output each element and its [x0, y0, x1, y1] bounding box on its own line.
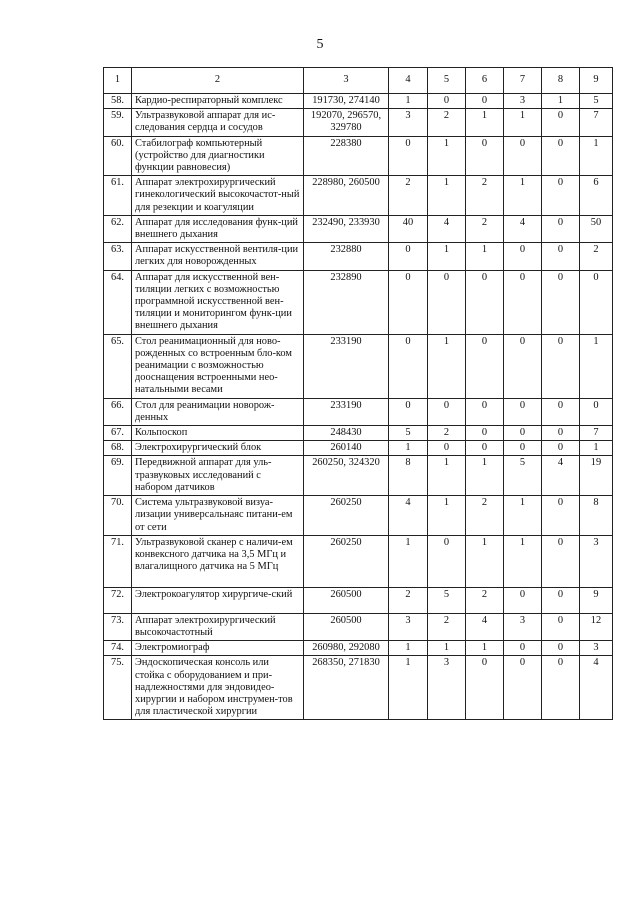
table-row — [104, 215, 613, 242]
equipment-name-cell: Кольпоскоп — [132, 426, 304, 441]
value-cell-col5: 1 — [428, 496, 466, 536]
value-cell-col9: 4 — [580, 656, 613, 720]
table-row — [104, 243, 613, 270]
value-cell-col5: 0 — [428, 398, 466, 425]
row-number-cell: 69. — [104, 456, 132, 496]
equipment-code-cell: 268350, 271830 — [304, 656, 389, 720]
table-row — [104, 136, 613, 176]
value-cell-col8: 1 — [542, 94, 580, 109]
value-cell-col5: 5 — [428, 587, 466, 613]
value-cell-col8: 0 — [542, 215, 580, 242]
header-cell-8: 8 — [542, 68, 580, 94]
value-cell-col7: 0 — [504, 334, 542, 398]
equipment-name-cell: Электрохирургический блок — [132, 441, 304, 456]
value-cell-col6: 0 — [466, 136, 504, 176]
value-cell-col8: 0 — [542, 656, 580, 720]
header-cell-9: 9 — [580, 68, 613, 94]
value-cell-col5: 0 — [428, 270, 466, 334]
value-cell-col4: 0 — [389, 398, 428, 425]
equipment-name-cell: Электрокоагулятор хирургиче-ский — [132, 587, 304, 613]
value-cell-col8: 0 — [542, 641, 580, 656]
value-cell-col8: 0 — [542, 334, 580, 398]
table-row — [104, 270, 613, 334]
equipment-name-cell: Стабилограф компьютерный (устройство для диагностики функции равновесия) — [132, 136, 304, 176]
value-cell-col4: 1 — [389, 94, 428, 109]
row-number-cell: 61. — [104, 176, 132, 216]
value-cell-col4: 1 — [389, 641, 428, 656]
table-row — [104, 441, 613, 456]
value-cell-col8: 0 — [542, 587, 580, 613]
equipment-name-cell: Аппарат для искусственной вен-тиляции легких с возможностью программной искусственной вен-тиляции и мониторингом функ-ции внешнего дыхания — [132, 270, 304, 334]
value-cell-col8: 0 — [542, 136, 580, 176]
equipment-name-cell: Аппарат искусственной вентиля-ции легких для новорожденных — [132, 243, 304, 270]
equipment-code-cell: 232880 — [304, 243, 389, 270]
value-cell-col7: 3 — [504, 94, 542, 109]
value-cell-col9: 0 — [580, 398, 613, 425]
row-number-cell: 70. — [104, 496, 132, 536]
value-cell-col9: 3 — [580, 641, 613, 656]
value-cell-col4: 1 — [389, 656, 428, 720]
value-cell-col9: 9 — [580, 587, 613, 613]
table-row — [104, 109, 613, 136]
row-number-cell: 59. — [104, 109, 132, 136]
equipment-name-cell: Ультразвуковой сканер с наличи-ем конвексного датчика на 3,5 МГц и влагалищного датчика на 5 МГц — [132, 535, 304, 587]
table-row — [104, 398, 613, 425]
value-cell-col5: 1 — [428, 136, 466, 176]
header-cell-1: 1 — [104, 68, 132, 94]
row-number-cell: 67. — [104, 426, 132, 441]
value-cell-col8: 0 — [542, 109, 580, 136]
equipment-name-cell: Стол для реанимации новорож-денных — [132, 398, 304, 425]
table-row — [104, 535, 613, 587]
value-cell-col5: 0 — [428, 535, 466, 587]
equipment-code-cell: 260250, 324320 — [304, 456, 389, 496]
equipment-code-cell: 260500 — [304, 587, 389, 613]
value-cell-col7: 0 — [504, 243, 542, 270]
equipment-code-cell: 232490, 233930 — [304, 215, 389, 242]
equipment-code-cell: 228980, 260500 — [304, 176, 389, 216]
row-number-cell: 71. — [104, 535, 132, 587]
row-number-cell: 72. — [104, 587, 132, 613]
value-cell-col5: 1 — [428, 456, 466, 496]
value-cell-col7: 0 — [504, 270, 542, 334]
value-cell-col6: 1 — [466, 109, 504, 136]
equipment-name-cell: Аппарат электрохирургический гинекологический высокочастот-ный для резекции и коагуляции — [132, 176, 304, 216]
header-cell-7: 7 — [504, 68, 542, 94]
value-cell-col7: 0 — [504, 641, 542, 656]
equipment-code-cell: 233190 — [304, 334, 389, 398]
value-cell-col8: 0 — [542, 243, 580, 270]
table-row — [104, 426, 613, 441]
value-cell-col9: 1 — [580, 441, 613, 456]
equipment-code-cell: 260980, 292080 — [304, 641, 389, 656]
table-row — [104, 587, 613, 613]
value-cell-col8: 0 — [542, 176, 580, 216]
value-cell-col8: 0 — [542, 441, 580, 456]
value-cell-col4: 3 — [389, 109, 428, 136]
value-cell-col9: 19 — [580, 456, 613, 496]
value-cell-col9: 2 — [580, 243, 613, 270]
value-cell-col7: 0 — [504, 136, 542, 176]
value-cell-col9: 6 — [580, 176, 613, 216]
value-cell-col5: 1 — [428, 641, 466, 656]
value-cell-col6: 0 — [466, 398, 504, 425]
header-cell-2: 2 — [132, 68, 304, 94]
equipment-name-cell: Аппарат электрохирургический высокочастотный — [132, 613, 304, 640]
value-cell-col9: 12 — [580, 613, 613, 640]
page-number: 5 — [316, 37, 324, 52]
equipment-name-cell: Электромиограф — [132, 641, 304, 656]
equipment-code-cell: 260250 — [304, 535, 389, 587]
equipment-name-cell: Эндоскопическая консоль или стойка с оборудованием и при-надлежностями для эндовидео-хирургии и набором инструмен-тов для пластической хирургии — [132, 656, 304, 720]
value-cell-col9: 1 — [580, 334, 613, 398]
row-number-cell: 68. — [104, 441, 132, 456]
value-cell-col7: 0 — [504, 441, 542, 456]
equipment-name-cell: Аппарат для исследования функ-ций внешнего дыхания — [132, 215, 304, 242]
equipment-name-cell: Стол реанимационный для ново-рожденных со встроенным бло-ком реанимации с возможностью дооснащения встроенными нео-натальными весами — [132, 334, 304, 398]
header-row — [104, 68, 613, 94]
value-cell-col6: 4 — [466, 613, 504, 640]
value-cell-col6: 2 — [466, 176, 504, 216]
equipment-name-cell: Ультразвуковой аппарат для ис-следования сердца и сосудов — [132, 109, 304, 136]
row-number-cell: 63. — [104, 243, 132, 270]
row-number-cell: 64. — [104, 270, 132, 334]
value-cell-col9: 7 — [580, 109, 613, 136]
value-cell-col5: 0 — [428, 441, 466, 456]
value-cell-col9: 1 — [580, 136, 613, 176]
value-cell-col7: 1 — [504, 176, 542, 216]
row-number-cell: 73. — [104, 613, 132, 640]
value-cell-col4: 40 — [389, 215, 428, 242]
row-number-cell: 60. — [104, 136, 132, 176]
value-cell-col6: 1 — [466, 243, 504, 270]
table-row — [104, 94, 613, 109]
value-cell-col4: 3 — [389, 613, 428, 640]
row-number-cell: 74. — [104, 641, 132, 656]
equipment-code-cell: 191730, 274140 — [304, 94, 389, 109]
value-cell-col4: 0 — [389, 243, 428, 270]
value-cell-col5: 4 — [428, 215, 466, 242]
row-number-cell: 62. — [104, 215, 132, 242]
value-cell-col7: 0 — [504, 426, 542, 441]
table-row — [104, 656, 613, 720]
equipment-code-cell: 232890 — [304, 270, 389, 334]
value-cell-col9: 3 — [580, 535, 613, 587]
table-row — [104, 496, 613, 536]
value-cell-col6: 2 — [466, 215, 504, 242]
value-cell-col5: 2 — [428, 426, 466, 441]
equipment-name-cell: Система ультразвуковой визуа-лизации универсальнаяс питани-ем от сети — [132, 496, 304, 536]
header-cell-4: 4 — [389, 68, 428, 94]
value-cell-col6: 0 — [466, 441, 504, 456]
value-cell-col5: 2 — [428, 613, 466, 640]
value-cell-col4: 8 — [389, 456, 428, 496]
value-cell-col9: 5 — [580, 94, 613, 109]
row-number-cell: 75. — [104, 656, 132, 720]
value-cell-col8: 0 — [542, 270, 580, 334]
value-cell-col9: 8 — [580, 496, 613, 536]
value-cell-col9: 7 — [580, 426, 613, 441]
equipment-name-cell: Кардио-респираторный комплекс — [132, 94, 304, 109]
table-row — [104, 613, 613, 640]
value-cell-col7: 0 — [504, 587, 542, 613]
value-cell-col5: 1 — [428, 243, 466, 270]
equipment-code-cell: 260140 — [304, 441, 389, 456]
value-cell-col7: 5 — [504, 456, 542, 496]
equipment-code-cell: 260500 — [304, 613, 389, 640]
value-cell-col5: 0 — [428, 94, 466, 109]
value-cell-col6: 1 — [466, 456, 504, 496]
value-cell-col5: 2 — [428, 109, 466, 136]
value-cell-col8: 0 — [542, 613, 580, 640]
value-cell-col7: 3 — [504, 613, 542, 640]
table-row — [104, 456, 613, 496]
value-cell-col6: 2 — [466, 496, 504, 536]
value-cell-col8: 4 — [542, 456, 580, 496]
value-cell-col6: 0 — [466, 334, 504, 398]
value-cell-col4: 2 — [389, 587, 428, 613]
equipment-code-cell: 192070, 296570, 329780 — [304, 109, 389, 136]
value-cell-col4: 0 — [389, 270, 428, 334]
value-cell-col4: 4 — [389, 496, 428, 536]
equipment-code-cell: 228380 — [304, 136, 389, 176]
value-cell-col5: 1 — [428, 176, 466, 216]
value-cell-col9: 50 — [580, 215, 613, 242]
value-cell-col4: 1 — [389, 535, 428, 587]
equipment-table — [103, 67, 613, 720]
header-cell-6: 6 — [466, 68, 504, 94]
value-cell-col6: 2 — [466, 587, 504, 613]
header-cell-3: 3 — [304, 68, 389, 94]
value-cell-col6: 0 — [466, 270, 504, 334]
value-cell-col4: 0 — [389, 334, 428, 398]
value-cell-col4: 2 — [389, 176, 428, 216]
equipment-code-cell: 260250 — [304, 496, 389, 536]
header-cell-5: 5 — [428, 68, 466, 94]
value-cell-col8: 0 — [542, 426, 580, 441]
value-cell-col7: 1 — [504, 109, 542, 136]
value-cell-col7: 0 — [504, 656, 542, 720]
value-cell-col6: 0 — [466, 656, 504, 720]
value-cell-col4: 1 — [389, 441, 428, 456]
value-cell-col8: 0 — [542, 496, 580, 536]
value-cell-col7: 1 — [504, 535, 542, 587]
table-row — [104, 334, 613, 398]
value-cell-col6: 1 — [466, 641, 504, 656]
equipment-code-cell: 248430 — [304, 426, 389, 441]
value-cell-col4: 5 — [389, 426, 428, 441]
value-cell-col6: 1 — [466, 535, 504, 587]
value-cell-col5: 1 — [428, 334, 466, 398]
row-number-cell: 66. — [104, 398, 132, 425]
value-cell-col8: 0 — [542, 398, 580, 425]
table-row — [104, 641, 613, 656]
value-cell-col4: 0 — [389, 136, 428, 176]
equipment-name-cell: Передвижной аппарат для уль-тразвуковых исследований с набором датчиков — [132, 456, 304, 496]
value-cell-col7: 1 — [504, 496, 542, 536]
value-cell-col7: 0 — [504, 398, 542, 425]
value-cell-col9: 0 — [580, 270, 613, 334]
value-cell-col6: 0 — [466, 426, 504, 441]
row-number-cell: 58. — [104, 94, 132, 109]
equipment-code-cell: 233190 — [304, 398, 389, 425]
value-cell-col7: 4 — [504, 215, 542, 242]
row-number-cell: 65. — [104, 334, 132, 398]
value-cell-col8: 0 — [542, 535, 580, 587]
table-row — [104, 176, 613, 216]
value-cell-col6: 0 — [466, 94, 504, 109]
value-cell-col5: 3 — [428, 656, 466, 720]
